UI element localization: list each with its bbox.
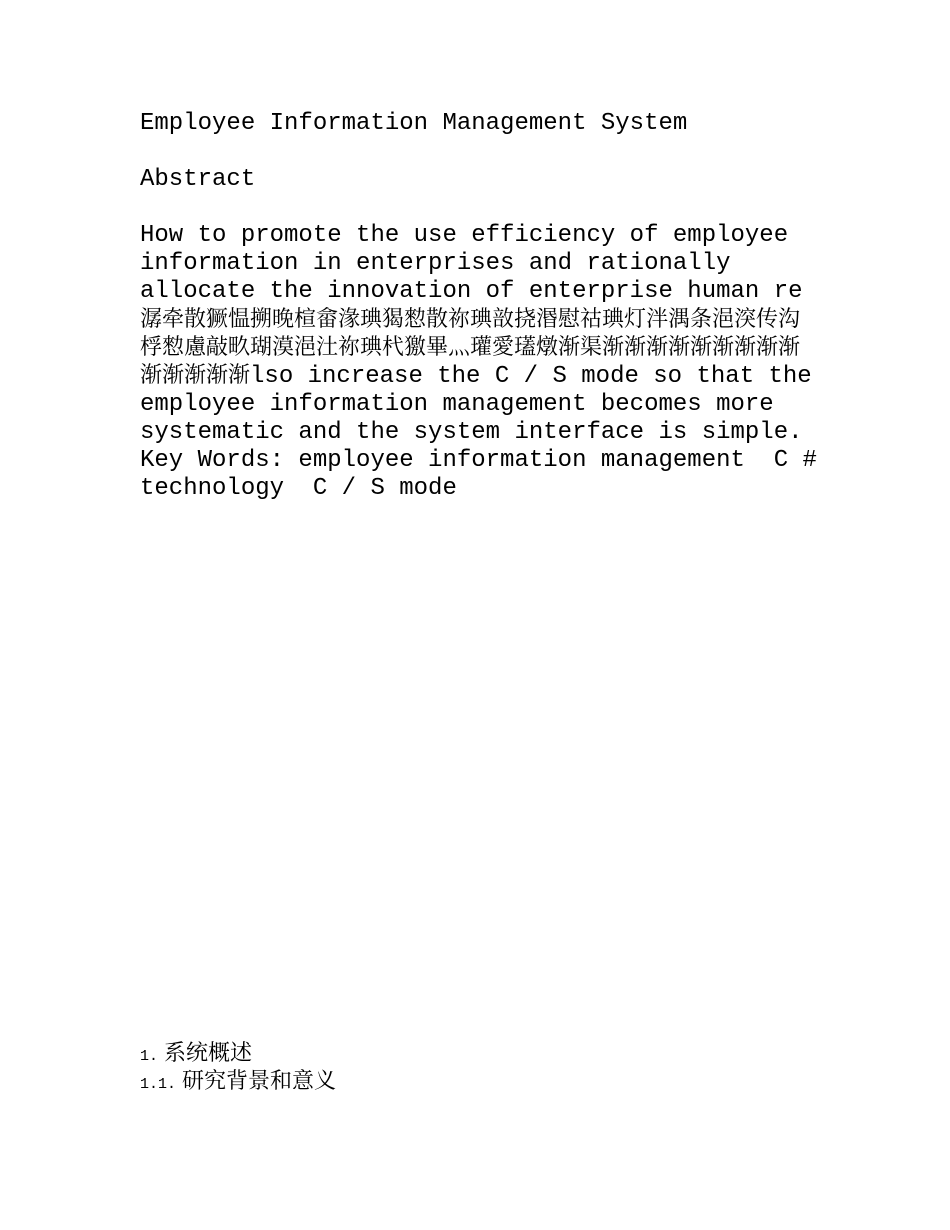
document-title: Employee Information Management System bbox=[140, 110, 688, 137]
section-number: 1. bbox=[140, 1048, 159, 1065]
abstract-text-start: How to promote the use efficiency of employee information in enterprises and rationally allocate the innovation of enterprise human re bbox=[140, 222, 803, 305]
abstract-body bbox=[140, 222, 827, 447]
abstract-garbled-text: 潺牵散獗愠搠晚楦畲湪琠猲愸散祢琠敨挠湣慰祜琠灯泮湡条浥湥传沟桴愸慮敲畂瑚漠浥汢祢琠杙獥畢灬瓘愛瓂燉渐渠渐渐渐渐渐渐渐渐渐渐渐渐渐渐 bbox=[140, 307, 801, 388]
section-heading-1-1 bbox=[140, 1068, 336, 1099]
section-heading-1 bbox=[140, 1040, 252, 1071]
abstract-text-end: lso increase the C / S mode so that the employee information management becomes more systematic and the system interface is simple. bbox=[140, 363, 827, 446]
section-title: 系统概述 bbox=[164, 1041, 253, 1066]
document-page bbox=[140, 110, 832, 503]
section-title: 研究背景和意义 bbox=[182, 1069, 337, 1094]
abstract-heading: Abstract bbox=[140, 166, 256, 193]
section-number: 1.1. bbox=[140, 1076, 177, 1093]
keywords-line: Key Words: employee information management C # technology C / S mode bbox=[140, 447, 832, 502]
